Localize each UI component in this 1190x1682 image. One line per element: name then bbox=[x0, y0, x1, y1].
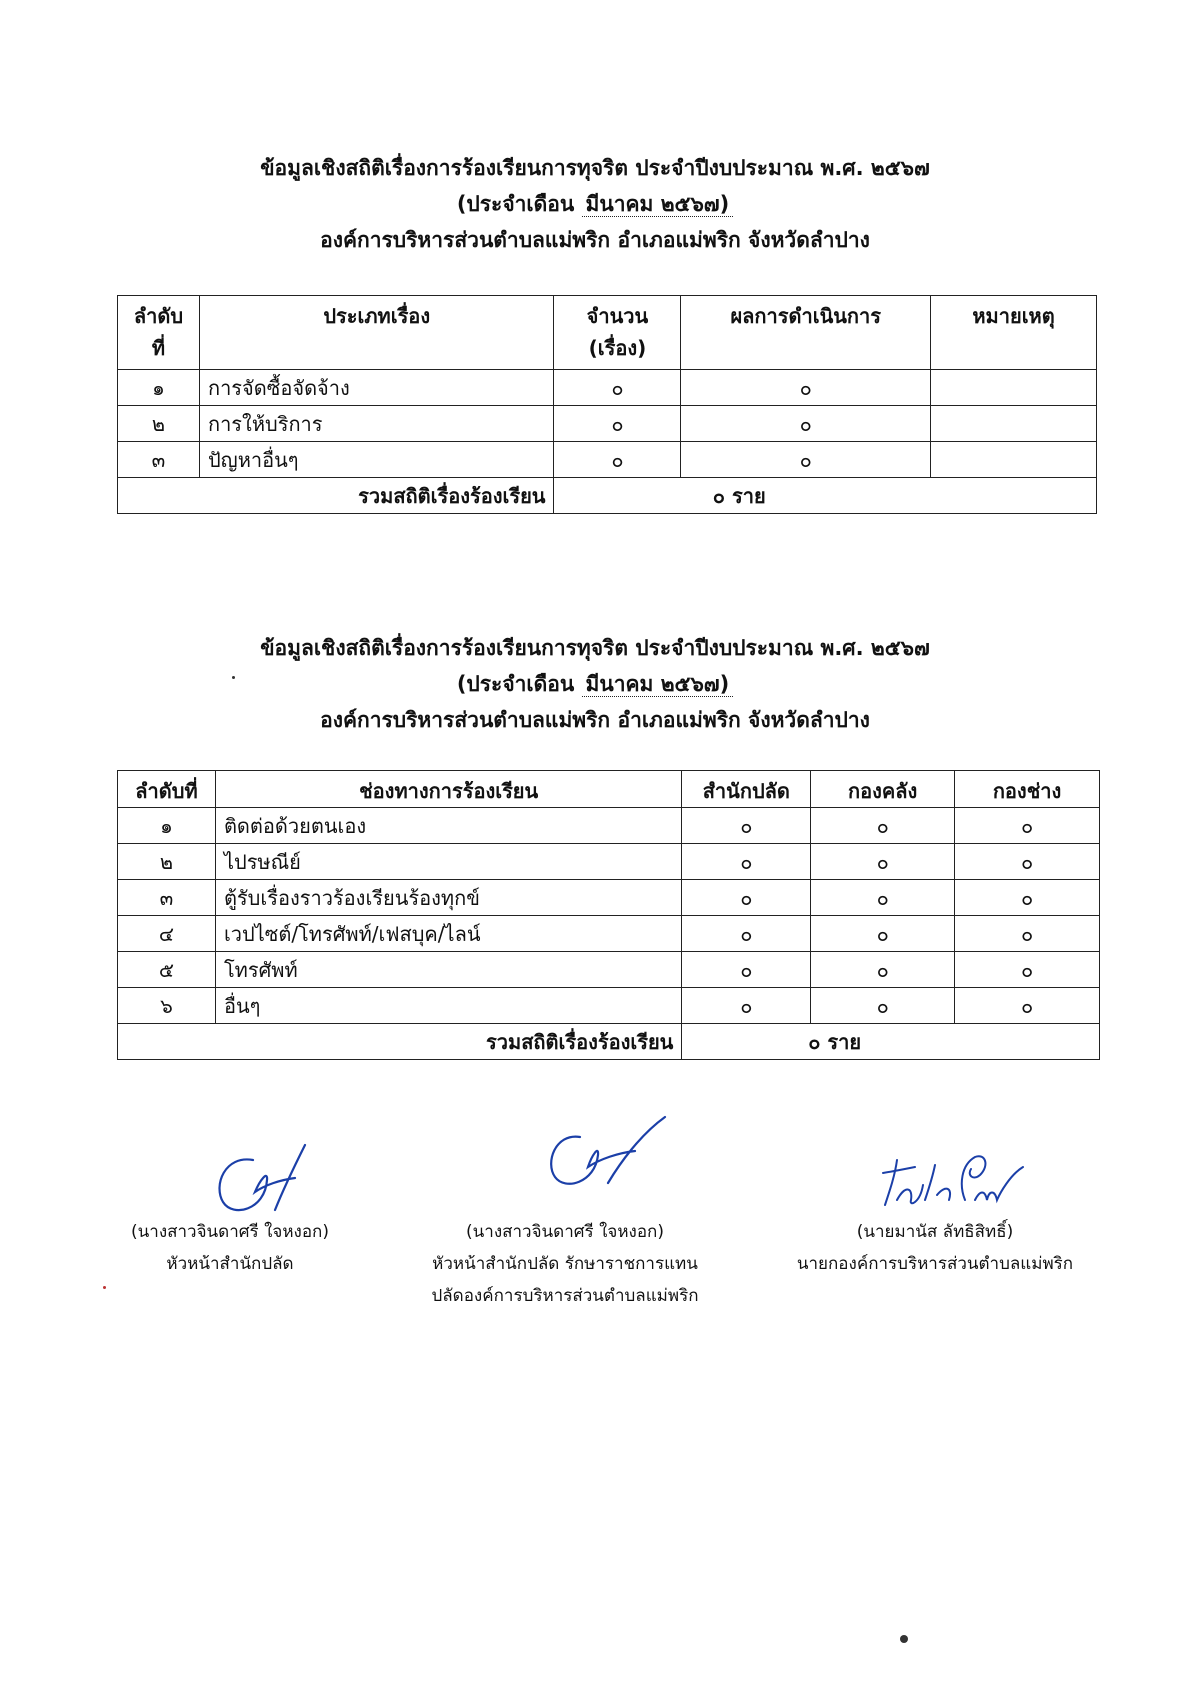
row-office: ๐ bbox=[682, 808, 811, 844]
row-finance: ๐ bbox=[811, 952, 955, 988]
header-no: ลำดับที่ bbox=[118, 771, 216, 808]
total-value: ๐ ราย bbox=[554, 478, 1097, 514]
row-remark bbox=[931, 442, 1097, 478]
row-finance: ๐ bbox=[811, 844, 955, 880]
complaint-type-table bbox=[117, 295, 1097, 514]
row-engineering: ๐ bbox=[955, 808, 1100, 844]
table-row bbox=[118, 880, 1100, 916]
table-row bbox=[118, 406, 1097, 442]
signature-mark-2 bbox=[540, 1115, 670, 1195]
row-channel: ตู้รับเรื่องราวร้องเรียนร้องทุกข์ bbox=[215, 880, 681, 916]
row-engineering: ๐ bbox=[955, 952, 1100, 988]
signature-mark-3 bbox=[875, 1145, 1025, 1215]
complaint-channel-table bbox=[117, 770, 1100, 1060]
section1-month-prefix: (ประจำเดือน bbox=[456, 192, 575, 216]
signer-position: นายกองค์การบริหารส่วนตำบลแม่พริก bbox=[796, 1254, 1074, 1274]
row-result: ๐ bbox=[681, 370, 931, 406]
signature-block-3 bbox=[790, 1216, 1080, 1280]
scan-speck bbox=[103, 1286, 106, 1289]
row-count: ๐ bbox=[554, 406, 681, 442]
row-office: ๐ bbox=[682, 880, 811, 916]
row-no: ๒ bbox=[118, 406, 200, 442]
row-type: การให้บริการ bbox=[199, 406, 554, 442]
row-engineering: ๐ bbox=[955, 880, 1100, 916]
header-type: ประเภทเรื่อง bbox=[199, 296, 554, 370]
table-header-row bbox=[118, 296, 1097, 370]
header-result: ผลการดำเนินการ bbox=[681, 296, 931, 370]
row-office: ๐ bbox=[682, 952, 811, 988]
row-result: ๐ bbox=[681, 442, 931, 478]
section2-month-line bbox=[0, 666, 1190, 702]
row-no: ๔ bbox=[118, 916, 216, 952]
header-finance: กองคลัง bbox=[811, 771, 955, 808]
signature-mark-1 bbox=[205, 1140, 315, 1220]
row-engineering: ๐ bbox=[955, 988, 1100, 1024]
header-count: จำนวน (เรื่อง) bbox=[554, 296, 681, 370]
row-channel: โทรศัพท์ bbox=[215, 952, 681, 988]
signer-name: (นายมานัส ลัทธิสิทธิ์) bbox=[856, 1222, 1014, 1242]
row-count: ๐ bbox=[554, 442, 681, 478]
signer-position: หัวหน้าสำนักปลัด รักษาราชการแทน bbox=[432, 1254, 698, 1274]
row-channel: อื่นๆ bbox=[215, 988, 681, 1024]
row-channel: ติดต่อด้วยตนเอง bbox=[215, 808, 681, 844]
row-channel: เวปไซต์/โทรศัพท์/เฟสบุค/ไลน์ bbox=[215, 916, 681, 952]
section2-month: มีนาคม ๒๕๖๗) bbox=[582, 672, 734, 697]
table-row bbox=[118, 442, 1097, 478]
section2-title: ข้อมูลเชิงสถิติเรื่องการร้องเรียนการทุจริต ประจำปีงบประมาณ พ.ศ. ๒๕๖๗ bbox=[260, 636, 930, 660]
row-no: ๑ bbox=[118, 808, 216, 844]
header-no: ลำดับ ที่ bbox=[118, 296, 200, 370]
row-finance: ๐ bbox=[811, 916, 955, 952]
header-channel: ช่องทางการร้องเรียน bbox=[215, 771, 681, 808]
row-no: ๓ bbox=[118, 880, 216, 916]
table-row bbox=[118, 808, 1100, 844]
scan-speck bbox=[900, 1635, 908, 1643]
row-remark bbox=[931, 406, 1097, 442]
section1-heading bbox=[0, 150, 1190, 258]
row-engineering: ๐ bbox=[955, 844, 1100, 880]
row-no: ๕ bbox=[118, 952, 216, 988]
header-engineering: กองช่าง bbox=[955, 771, 1100, 808]
table-total-row bbox=[118, 478, 1097, 514]
row-type: ปัญหาอื่นๆ bbox=[199, 442, 554, 478]
signer-position: หัวหน้าสำนักปลัด bbox=[166, 1254, 294, 1274]
signer-name: (นางสาวจินดาศรี ใจหงอก) bbox=[466, 1222, 664, 1242]
section1-organization: องค์การบริหารส่วนตำบลแม่พริก อำเภอแม่พริก จังหวัดลำปาง bbox=[320, 228, 870, 252]
section1-title: ข้อมูลเชิงสถิติเรื่องการร้องเรียนการทุจริต ประจำปีงบประมาณ พ.ศ. ๒๕๖๗ bbox=[260, 156, 930, 180]
total-label: รวมสถิติเรื่องร้องเรียน bbox=[118, 478, 554, 514]
signature-block-2 bbox=[420, 1216, 710, 1312]
signer-name: (นางสาวจินดาศรี ใจหงอก) bbox=[131, 1222, 329, 1242]
row-no: ๒ bbox=[118, 844, 216, 880]
row-type: การจัดซื้อจัดจ้าง bbox=[199, 370, 554, 406]
table-row bbox=[118, 952, 1100, 988]
row-office: ๐ bbox=[682, 988, 811, 1024]
row-no: ๓ bbox=[118, 442, 200, 478]
section2-month-prefix: (ประจำเดือน bbox=[456, 672, 575, 696]
signer-position-line2: ปลัดองค์การบริหารส่วนตำบลแม่พริก bbox=[431, 1286, 699, 1306]
section1-month-line bbox=[0, 186, 1190, 222]
signature-block-1 bbox=[115, 1216, 345, 1280]
row-finance: ๐ bbox=[811, 880, 955, 916]
section2-heading bbox=[0, 630, 1190, 738]
header-office: สำนักปลัด bbox=[682, 771, 811, 808]
row-office: ๐ bbox=[682, 844, 811, 880]
row-count: ๐ bbox=[554, 370, 681, 406]
table-total-row bbox=[118, 1024, 1100, 1060]
table-row bbox=[118, 844, 1100, 880]
row-finance: ๐ bbox=[811, 988, 955, 1024]
row-office: ๐ bbox=[682, 916, 811, 952]
header-remark: หมายเหตุ bbox=[931, 296, 1097, 370]
table-row bbox=[118, 988, 1100, 1024]
row-result: ๐ bbox=[681, 406, 931, 442]
row-finance: ๐ bbox=[811, 808, 955, 844]
section2-organization: องค์การบริหารส่วนตำบลแม่พริก อำเภอแม่พริก จังหวัดลำปาง bbox=[320, 708, 870, 732]
row-no: ๑ bbox=[118, 370, 200, 406]
table-row bbox=[118, 370, 1097, 406]
row-channel: ไปรษณีย์ bbox=[215, 844, 681, 880]
scan-speck bbox=[232, 676, 235, 679]
total-label: รวมสถิติเรื่องร้องเรียน bbox=[118, 1024, 682, 1060]
table-header-row bbox=[118, 771, 1100, 808]
row-engineering: ๐ bbox=[955, 916, 1100, 952]
row-remark bbox=[931, 370, 1097, 406]
table-row bbox=[118, 916, 1100, 952]
total-value: ๐ ราย bbox=[682, 1024, 1100, 1060]
row-no: ๖ bbox=[118, 988, 216, 1024]
section1-month: มีนาคม ๒๕๖๗) bbox=[582, 192, 734, 217]
